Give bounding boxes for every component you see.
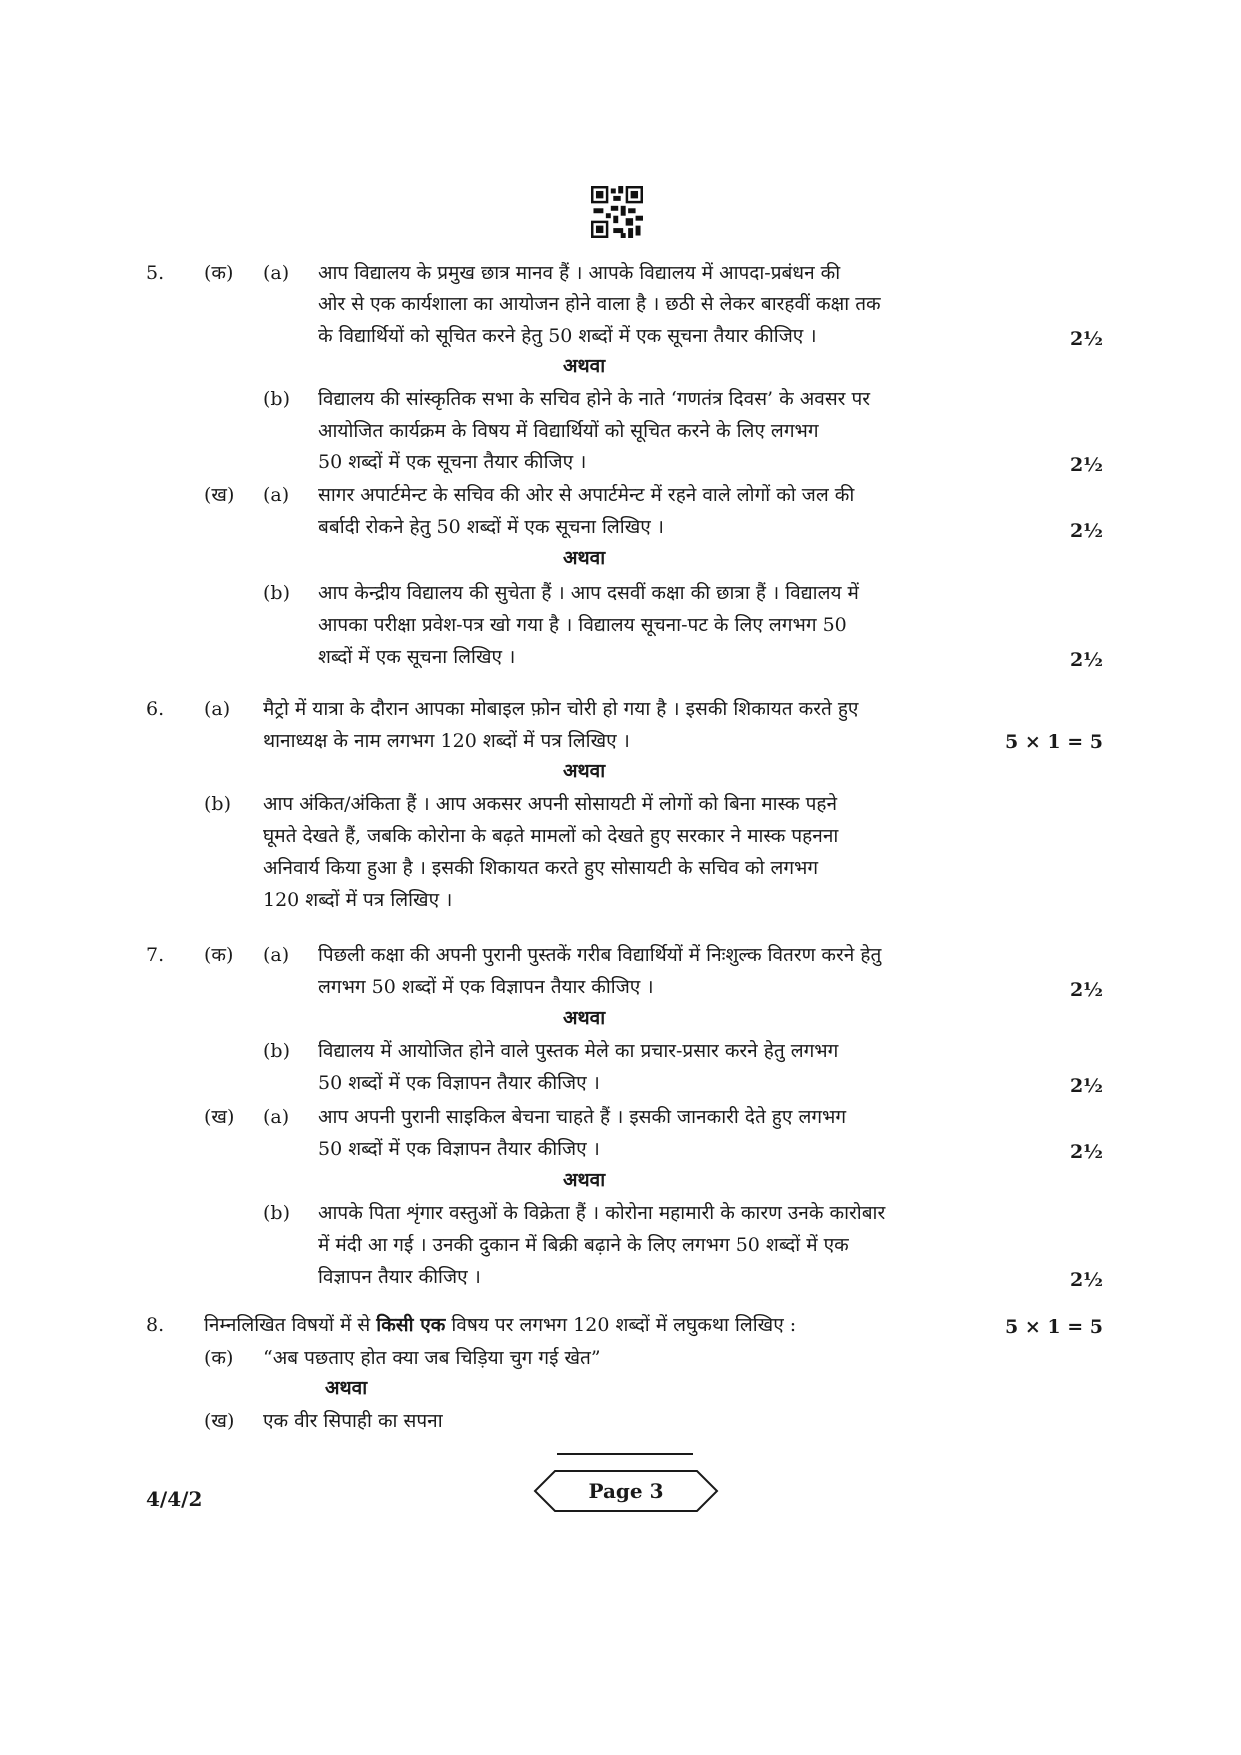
q5-kha-a-line-2: बर्बादी रोकने हेतु 50 शब्दों में एक सूचना लिखिए । xyxy=(318,516,664,538)
q8-intro-post: विषय पर लगभग 120 शब्दों में लघुकथा लिखिए : xyxy=(445,1314,797,1336)
q5-kha-a-line-1: सागर अपार्टमेन्ट के सचिव की ओर से अपार्टमेन्ट में रहने वाले लोगों को जल की xyxy=(318,484,855,506)
q8-kha-text: एक वीर सिपाही का सपना xyxy=(263,1410,443,1432)
q5-ka-b-line-1: विद्यालय की सांस्कृतिक सभा के सचिव होने के नाते ‘गणतंत्र दिवस’ के अवसर पर xyxy=(318,388,871,410)
q5-kha-b-marks: 2½ xyxy=(1069,649,1103,671)
q5-ka-a-marks: 2½ xyxy=(1069,328,1103,350)
q7-kha-b-line-2: में मंदी आ गई । उनकी दुकान में बिक्री बढ़ाने के लिए लगभग 50 शब्दों में एक xyxy=(318,1234,849,1256)
q7-ka-b-marks: 2½ xyxy=(1069,1075,1103,1097)
q5-ka-or: अथवा xyxy=(563,355,606,377)
q5-ka-a-line-2: ओर से एक कार्यशाला का आयोजन होने वाला है । छठी से लेकर बारहवीं कक्षा तक xyxy=(318,293,881,315)
q6-b-line-2: घूमते देखते हैं, जबकि कोरोना के बढ़ते मामलों को देखते हुए सरकार ने मास्क पहनना xyxy=(263,825,839,847)
q5-ka-b-label: (b) xyxy=(263,388,290,410)
q7-ka-a-label: (a) xyxy=(263,944,290,966)
q8-intro-pre: निम्नलिखित विषयों में से xyxy=(204,1314,377,1336)
q7-kha-a-line-2: 50 शब्दों में एक विज्ञापन तैयार कीजिए । xyxy=(318,1138,600,1160)
q5-kha-label: (ख) xyxy=(204,484,235,506)
q5-kha-b-line-1: आप केन्द्रीय विद्यालय की सुचेता हैं । आप दसवीं कक्षा की छात्रा हैं । विद्यालय में xyxy=(318,582,859,604)
q5-kha-a-marks: 2½ xyxy=(1069,520,1103,542)
q8-marks: 5 × 1 = 5 xyxy=(1005,1316,1103,1338)
q7-kha-a-marks: 2½ xyxy=(1069,1141,1103,1163)
q7-kha-label: (ख) xyxy=(204,1106,235,1128)
q6-or: अथवा xyxy=(563,760,606,782)
paper-code: 4/4/2 xyxy=(146,1487,203,1511)
q5-kha-b-line-2: आपका परीक्षा प्रवेश-पत्र खो गया है । विद्यालय सूचना-पट के लिए लगभग 50 xyxy=(318,614,847,636)
q7-ka-a-line-2: लगभग 50 शब्दों में एक विज्ञापन तैयार कीजिए । xyxy=(318,976,654,998)
q8-kha-label: (ख) xyxy=(204,1410,235,1432)
q5-ka-a-line-3: के विद्यार्थियों को सूचित करने हेतु 50 शब्दों में एक सूचना तैयार कीजिए । xyxy=(318,325,817,347)
q6-a-label: (a) xyxy=(204,698,231,720)
q5-ka-a-label: (a) xyxy=(263,262,290,284)
q7-ka-b-label: (b) xyxy=(263,1040,290,1062)
q5-ka-a-line-1: आप विद्यालय के प्रमुख छात्र मानव हैं । आपके विद्यालय में आपदा-प्रबंधन की xyxy=(318,262,841,284)
q5-ka-b-marks: 2½ xyxy=(1069,454,1103,476)
q7-kha-a-line-1: आप अपनी पुरानी साइकिल बेचना चाहते हैं । इसकी जानकारी देते हुए लगभग xyxy=(318,1106,847,1128)
q7-kha-b-line-1: आपके पिता शृंगार वस्तुओं के विक्रेता हैं । कोरोना महामारी के कारण उनके कारोबार xyxy=(318,1202,886,1224)
q8-or: अथवा xyxy=(325,1377,368,1399)
q6-a-line-1: मैट्रो में यात्रा के दौरान आपका मोबाइल फ़ोन चोरी हो गया है । इसकी शिकायत करते हुए xyxy=(263,698,859,720)
q7-kha-a-label: (a) xyxy=(263,1106,290,1128)
q7-ka-a-marks: 2½ xyxy=(1069,979,1103,1001)
q6-b-label: (b) xyxy=(204,793,231,815)
q8-ka-label: (क) xyxy=(204,1347,234,1369)
q7-kha-b-line-3: विज्ञापन तैयार कीजिए । xyxy=(318,1266,481,1288)
q8-ka-text: “अब पछताए होत क्या जब चिड़िया चुग गई खेत” xyxy=(263,1347,601,1369)
q5-ka-label: (क) xyxy=(204,262,234,284)
q8-intro-bold: किसी एक xyxy=(376,1314,446,1336)
q7-ka-a-line-1: पिछली कक्षा की अपनी पुरानी पुस्तकें गरीब विद्यार्थियों में निःशुल्क वितरण करने हेतु xyxy=(318,944,882,966)
question-number-5: 5. xyxy=(146,262,165,284)
q5-ka-b-line-2: आयोजित कार्यक्रम के विषय में विद्यार्थियों को सूचित करने के लिए लगभग xyxy=(318,420,819,442)
page-number: Page 3 xyxy=(588,1479,664,1503)
q7-ka-or: अथवा xyxy=(563,1007,606,1029)
q8-instruction xyxy=(204,1310,980,1340)
q6-b-line-1: आप अंकित/अंकिता हैं । आप अकसर अपनी सोसायटी में लोगों को बिना मास्क पहने xyxy=(263,793,838,815)
q7-ka-b-line-2: 50 शब्दों में एक विज्ञापन तैयार कीजिए । xyxy=(318,1072,600,1094)
q5-kha-b-line-3: शब्दों में एक सूचना लिखिए । xyxy=(318,646,516,668)
qr-code-icon xyxy=(591,186,643,238)
q5-kha-b-label: (b) xyxy=(263,582,290,604)
q7-ka-label: (क) xyxy=(204,944,234,966)
q7-kha-or: अथवा xyxy=(563,1169,606,1191)
q7-ka-b-line-1: विद्यालय में आयोजित होने वाले पुस्तक मेले का प्रचार-प्रसार करने हेतु लगभग xyxy=(318,1040,839,1062)
question-number-8: 8. xyxy=(146,1314,165,1336)
q5-ka-b-line-3: 50 शब्दों में एक सूचना तैयार कीजिए । xyxy=(318,451,587,473)
footer-divider xyxy=(557,1453,693,1455)
question-number-6: 6. xyxy=(146,698,165,720)
q7-kha-b-label: (b) xyxy=(263,1202,290,1224)
q6-marks: 5 × 1 = 5 xyxy=(1005,731,1103,753)
q5-kha-a-label: (a) xyxy=(263,484,290,506)
q5-kha-or: अथवा xyxy=(563,547,606,569)
q6-a-line-2: थानाध्यक्ष के नाम लगभग 120 शब्दों में पत्र लिखिए । xyxy=(263,730,630,752)
q6-b-line-3: अनिवार्य किया हुआ है । इसकी शिकायत करते हुए सोसायटी के सचिव को लगभग xyxy=(263,857,819,879)
question-number-7: 7. xyxy=(146,944,165,966)
q7-kha-b-marks: 2½ xyxy=(1069,1269,1103,1291)
q6-b-line-4: 120 शब्दों में पत्र लिखिए । xyxy=(263,889,453,911)
